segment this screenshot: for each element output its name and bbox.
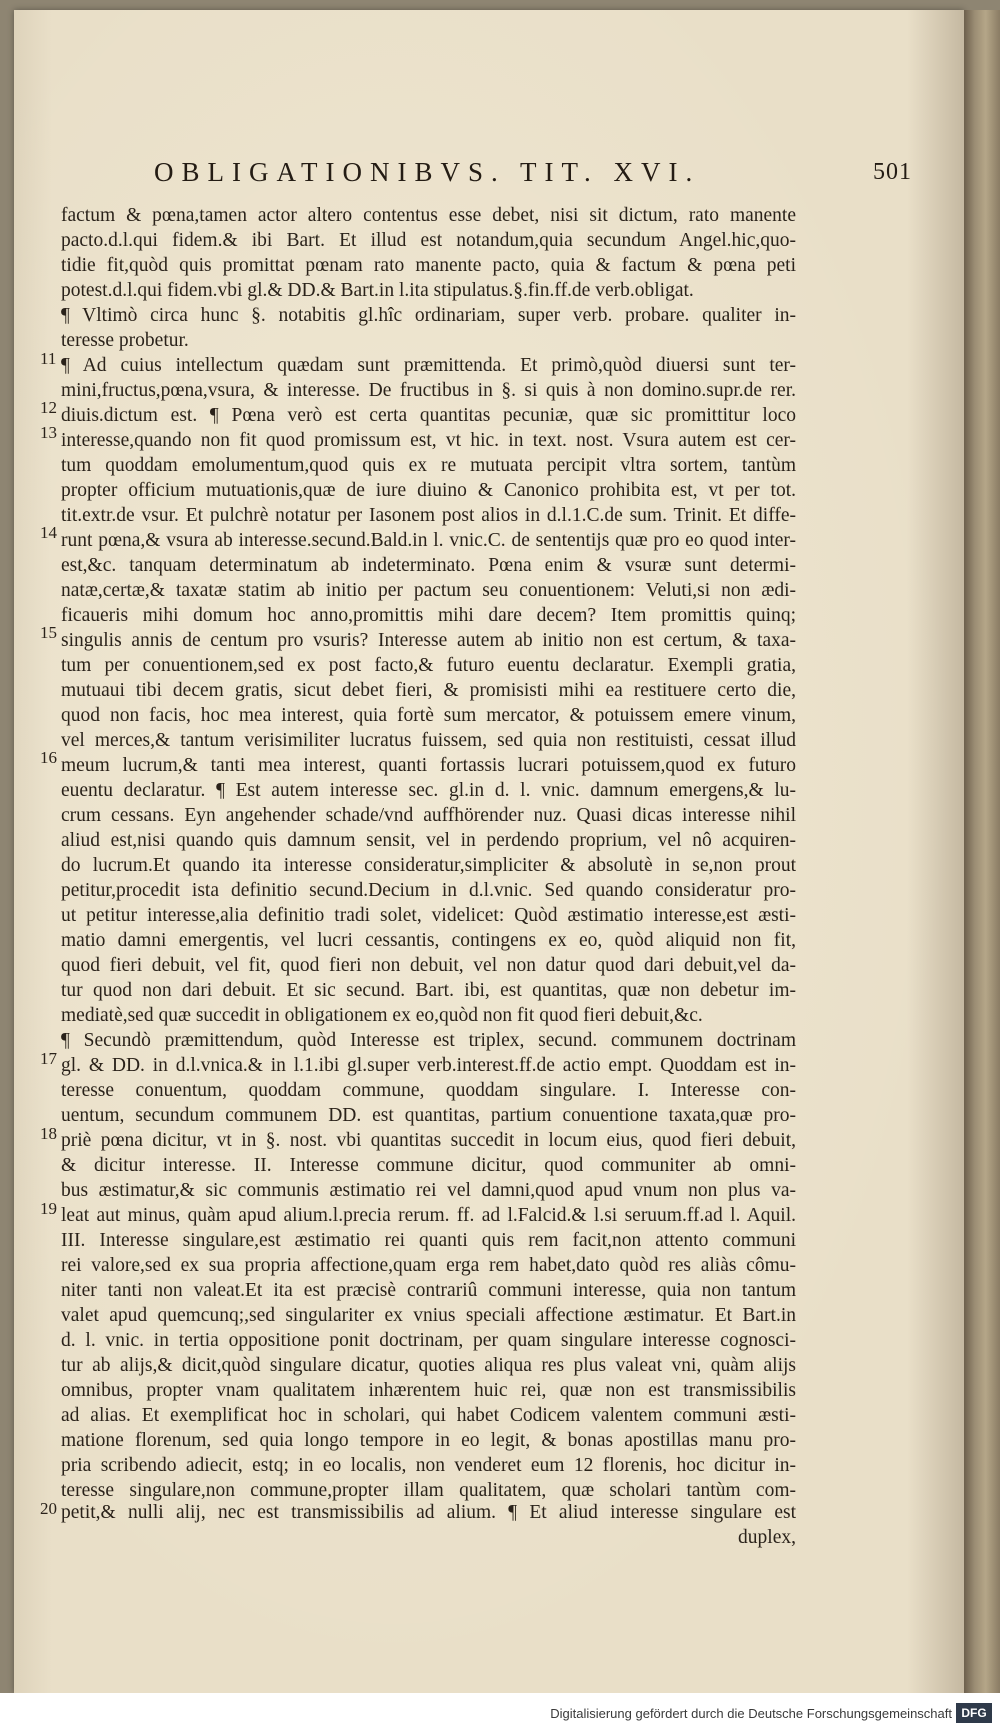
text-line: petit,& nulli alij, nec est transmissibilis ad alium. ¶ Et aliud interesse singulare est [61, 1502, 796, 1523]
book-page [14, 10, 964, 1693]
margin-number: 19 [40, 1199, 57, 1218]
margin-number: 15 [40, 623, 57, 642]
text-line: ¶ Secundò præmittendum, quòd Interesse est triplex, secund. communem doctrinam [61, 1030, 796, 1051]
text-line: mediatè,sed quæ succedit in obligationem ex eo,quòd non fit quod fieri debuit,&c. [61, 1005, 703, 1026]
text-line: do lucrum.Et quando ita interesse consideratur,simpliciter & absolutè in se,non prout [61, 855, 796, 876]
text-line: & dicitur interesse. II. Interesse commune dicitur, quod communiter ab omni- [61, 1155, 796, 1176]
text-line: mutuaui tibi decem gratis, sicut debet fieri, & promisisti mihi ea restituere certo die, [61, 680, 796, 701]
margin-number: 12 [40, 398, 57, 417]
page-number: 501 [873, 159, 912, 185]
text-line: rei valore,sed ex sua propria affectione,quam erga rem habet,dato quòd res aliàs cômu- [61, 1255, 796, 1276]
text-line: uentum, secundum communem DD. est quantitas, partium conuentione taxata,quæ pro- [61, 1105, 796, 1126]
text-line: bus æstimatur,& sic communis æstimatio rei vel damni,quod apud vnum non plus va- [61, 1180, 796, 1201]
text-line: interesse,quando non fit quod promissum est, vt hic. in text. nost. Vsura autem est cer- [61, 430, 796, 451]
margin-number: 14 [40, 523, 57, 542]
footer-bar [0, 1693, 1000, 1735]
text-line: ¶ Ad cuius intellectum quædam sunt præmittenda. Et primò,quòd diuersi sunt ter- [61, 355, 796, 376]
text-line: runt pœna,& vsura ab interesse.secund.Bald.in l. vnic.C. de sententijs quæ pro eo quod inter- [61, 530, 796, 551]
text-line: matio damni emergentis, vel lucri cessantis, contingens ex eo, quòd aliquid non fit, [61, 930, 796, 951]
text-line: crum cessans. Eyn angehender schade/vnd auffhörender nuz. Quasi dicas interesse nihil [61, 805, 796, 826]
text-line: ad alias. Et exemplificat hoc in scholari, qui habet Codicem valentem communi æsti- [61, 1405, 796, 1426]
text-line: aliud est,nisi quando quis damnum sensit, vel in perdendo proprium, vel nô acquiren- [61, 830, 796, 851]
text-line: III. Interesse singulare,est æstimatio rei quanti quis rem facit,non attento communi [61, 1230, 796, 1251]
margin-number: 11 [40, 349, 57, 368]
running-title: OBLIGATIONIBVS. TIT. XVI. [154, 157, 701, 187]
text-line: quod fieri debuit, vel fit, quod fieri non debuit, vel non datur quod dari debuit,vel da- [61, 955, 796, 976]
text-line: tur ab alijs,& dicit,quòd singulare dicatur, quoties aliqua res plus valeat vni, quàm alijs [61, 1355, 796, 1376]
text-line: tum per conuentionem,sed ex post facto,& futuro euentu declaratur. Exempli gratia, [61, 655, 796, 676]
body-text [14, 202, 964, 1502]
text-line: niter tanti non valeat.Et ita est præcisè contrariû communi interesse, quia non tantum [61, 1280, 796, 1301]
digitization-credit: Digitalisierung gefördert durch die Deutsche Forschungsgemeinschaft [550, 1706, 952, 1721]
text-line: omnibus, propter vnam qualitatem inhærentem huic rei, quæ non est transmissibilis [61, 1380, 796, 1401]
text-line: propter officium mutuationis,quæ de iure diuino & Canonico prohibita est, vt per tot. [61, 480, 796, 501]
text-line: valet apud quemcunq;,sed singulariter ex vnius speciali affectione æstimatur. Et Bart.in [61, 1305, 796, 1326]
page-edge [964, 10, 1000, 1693]
text-line: vel merces,& tantum verisimiliter lucratus fuissem, sed quia non restituisti, cessat illud [61, 730, 796, 751]
text-line: leat aut minus, quàm apud alium.l.precia rerum. ff. ad l.Falcid.& l.si seruum.ff.ad l. Aquil. [61, 1205, 796, 1226]
margin-number: 18 [40, 1124, 57, 1143]
text-line: tit.extr.de vsur. Et pulchrè notatur per Iasonem post alios in d.l.1.C.de sum. Trinit. Et diffe- [61, 505, 796, 526]
text-line: petitur,procedit ista definitio secund.Decium in d.l.vnic. Sed quando consideratur pro- [61, 880, 796, 901]
text-line: teresse probetur. [61, 330, 189, 351]
margin-number: 20 [40, 1499, 57, 1518]
text-line: ¶ Vltimò circa hunc §. notabitis gl.hîc ordinariam, super verb. probare. qualiter in- [61, 305, 796, 326]
text-line: factum & pœna,tamen actor altero contentus esse debet, nisi sit dictum, rato manente [61, 205, 796, 226]
text-line: natæ,certæ,& taxatæ statim ab initio per pactum seu conuentionem: Veluti,si non ædi- [61, 580, 796, 601]
text-line: singulis annis de centum pro vsuris? Interesse autem ab initio non est certum, & taxa- [61, 630, 796, 651]
text-line: teresse singulare,non commune,propter illam qualitatem, quæ scholari tantùm com- [61, 1480, 796, 1501]
catchword: duplex, [738, 1527, 796, 1548]
text-line: ut petitur interesse,alia definitio tradi solet, videlicet: Quòd æstimatio interesse,est æsti- [61, 905, 796, 926]
text-line: teresse conuentum, quoddam commune, quoddam singulare. I. Interesse con- [61, 1080, 796, 1101]
text-line: quod non facis, hoc mea interest, quia fortè sum mercator, & potuissem emere vinum, [61, 705, 796, 726]
text-line: potest.d.l.qui fidem.vbi gl.& DD.& Bart.in l.ita stipulatus.§.fin.ff.de verb.obligat. [61, 280, 694, 301]
text-line: matione florenum, sed quia longo tempore in eo legit, & bonas apostillas manu pro- [61, 1430, 796, 1451]
margin-number: 16 [40, 748, 57, 767]
text-line: pria scribendo adiecit, estq; in eo localis, non venderet eum 12 florenis, hoc dicitur in- [61, 1455, 796, 1476]
text-line: ficaueris mihi domum hoc anno,promittis mihi dare decem? Item promittis quinq; [61, 605, 796, 626]
text-line: meum lucrum,& tanti mea interest, quanti fortassis lucrari potuissem,quod ex futuro [61, 755, 796, 776]
text-line: tum quoddam emolumentum,quod quis ex re mutuata percipit vltra sortem, tantùm [61, 455, 796, 476]
text-line: mini,fructus,pœna,vsura, & interesse. De fructibus in §. si quis à non domino.supr.de rer. [61, 380, 796, 401]
dfg-logo: DFG [956, 1703, 992, 1723]
running-head [132, 157, 912, 193]
text-line: pacto.d.l.qui fidem.& ibi Bart. Et illud est notandum,quia secundum Angel.hic,quo- [61, 230, 796, 251]
text-line: tidie fit,quòd quis promittat pœnam rato manente pacto, quia & factum & pœna peti [61, 255, 796, 276]
text-line: tur quod non dari debuit. Et sic secund. Bart. ibi, est quantitas, quæ non debetur im- [61, 980, 796, 1001]
margin-number: 13 [40, 423, 57, 442]
text-line: est,&c. tanquam determinatum ab indeterminato. Pœna enim & vsuræ sunt determi- [61, 555, 796, 576]
text-line: d. l. vnic. in tertia oppositione ponit doctrinam, per quam singulare interesse cognosci- [61, 1330, 796, 1351]
text-line: gl. & DD. in d.l.vnica.& in l.1.ibi gl.super verb.interest.ff.de actio empt. Quoddam est in- [61, 1055, 796, 1076]
text-line: diuis.dictum est. ¶ Pœna verò est certa quantitas pecuniæ, quæ sic promittitur loco [61, 405, 796, 426]
margin-number: 17 [40, 1049, 57, 1068]
text-line: euentu declaratur. ¶ Est autem interesse sec. gl.in d. l. vnic. damnum emergens,& lu- [61, 780, 796, 801]
text-line: priè pœna dicitur, vt in §. nost. vbi quantitas succedit in locum eius, quod fieri debuit, [61, 1130, 796, 1151]
